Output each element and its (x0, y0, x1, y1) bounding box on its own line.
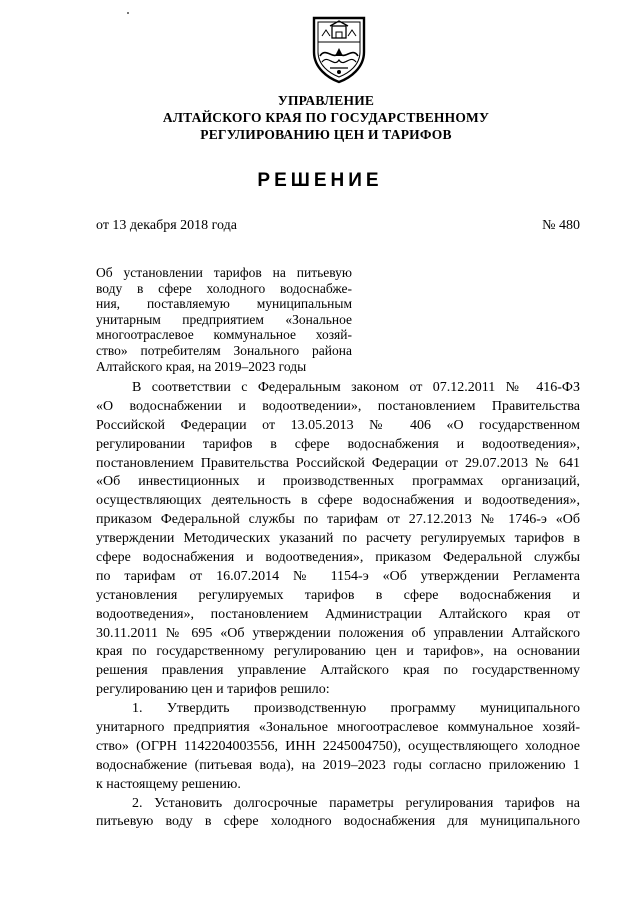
body-line: 30.11.2011 № 695 «Об утверждении положения об управлении Алтайского (96, 625, 580, 641)
subject-line: Алтайского края, на 2019–2023 годы (96, 358, 307, 374)
body-line: Российской Федерации от 13.05.2013 № 406 «О государственном (96, 417, 580, 433)
coat-of-arms-icon (310, 12, 368, 84)
body-line: постановлением Правительства Российской Федерации от 29.07.2013 № 641 (96, 455, 580, 471)
organization-name-line-1: УПРАВЛЕНИЕ (277, 93, 375, 108)
decision-number: № 480 (542, 218, 580, 233)
scan-speck (127, 12, 129, 14)
subject-line: Об установлении тарифов на питьевую (96, 265, 352, 280)
body-line: водоотведения», постановлением Администрации Алтайского края от (96, 606, 580, 622)
document-title: РЕШЕНИЕ (257, 170, 383, 191)
decision-body (96, 379, 580, 832)
body-line: унитарного предприятия «Зональное многоотраслевое коммунальное хозяй- (96, 720, 580, 736)
body-line: 1. Утвердить производственную программу муниципального (132, 701, 580, 717)
body-line: утверждении Методических указаний по расчету регулируемых тарифов в (96, 531, 580, 547)
body-line: питьевую воду в сфере холодного водоснабжения для муниципального (96, 814, 580, 830)
subject-line: ство» потребителям Зонального района (96, 342, 352, 358)
body-line: 2. Установить долгосрочные параметры регулирования тарифов на (132, 795, 580, 811)
body-line: приказом Федеральной службы по тарифам от 27.12.2013 № 1746-э «Об (96, 512, 580, 528)
body-line: по тарифам от 16.07.2014 № 1154-э «Об утверждении Регламента (96, 568, 580, 584)
organization-name-line-2: АЛТАЙСКОГО КРАЯ ПО ГОСУДАРСТВЕННОМУ (162, 110, 490, 125)
body-line: «О водоснабжении и водоотведении», постановлением Правительства (96, 398, 580, 414)
body-line: установления регулируемых тарифов в сфере водоснабжения и (96, 587, 580, 603)
body-line: регулировании тарифов в сфере водоснабжения и водоотведения», (96, 436, 580, 452)
decision-subject (96, 265, 352, 374)
subject-line: ния, поставляемую муниципальным (96, 296, 352, 312)
body-line: В соответствии с Федеральным законом от 07.12.2011 № 416-ФЗ (132, 380, 580, 395)
subject-line: воду в сфере холодного водоснабже- (96, 280, 352, 296)
body-line: водоснабжение (питьевая вода), на 2019–2023 годы согласно приложению 1 (96, 757, 580, 773)
body-line: «Об инвестиционных и производственных программах организаций, (96, 474, 580, 490)
body-line: регулированию цен и тарифов решило: (96, 682, 330, 698)
subject-line: унитарным предприятием «Зональное (96, 311, 352, 327)
organization-name-line-3: РЕГУЛИРОВАНИЮ ЦЕН И ТАРИФОВ (200, 127, 452, 142)
body-line: сфере водоснабжения и водоотведения», приказом Федеральной службы (96, 550, 580, 566)
body-line: к настоящему решению. (96, 776, 241, 792)
subject-line: многоотраслевое коммунальное хозяй- (96, 327, 352, 343)
body-line: края по государственному регулированию цен и тарифов», на основании (96, 644, 580, 660)
body-line: осуществляющих деятельность в сфере водоснабжения и водоотведения», (96, 493, 580, 509)
body-line: решения правления управление Алтайского края по государственному (96, 663, 580, 679)
body-line: ство» (ОГРН 1142204003556, ИНН 2245004750), осуществляющего холодное (96, 738, 580, 754)
decision-date: от 13 декабря 2018 года (96, 218, 237, 233)
